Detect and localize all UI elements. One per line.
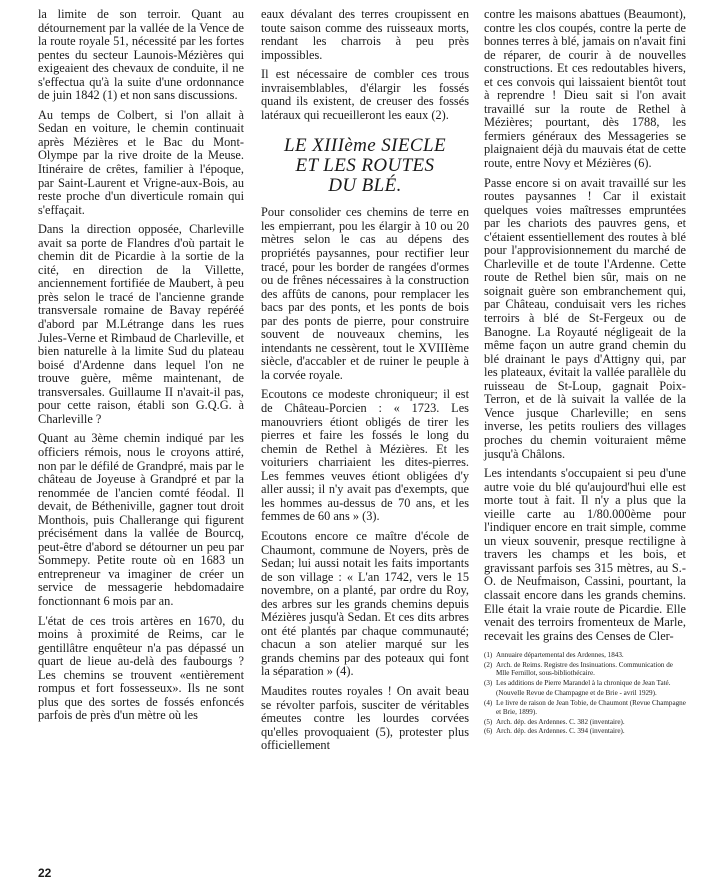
paragraph: Ecoutons ce modeste chroniqueur; il est de Château-Porcien : « 1723. Les manouvriers étiont obligés de tirer les pierres et faire les fossés le long du chemin de Rethel à Mézières. Et les voituriers charriaient les dites-pierres. Les femmes veuves étiont obligées d'y aller aussi; il n'y avait pas d'exempts, que les hommes au-dessus de 70 ans, et les femmes de 60 ans » (3). [261,387,469,524]
footnote [484,661,686,678]
paragraph: contre les maisons abattues (Beaumont), contre les clos coupés, contre la perte de bonnes terres à blé, jamais on n'avait fini de réparer, de courir à de nouvelles constructions. Et ces redoutables hivers, et ces convois qui laissaient bientôt tout à reprendre ! Dieu sait si l'on avait travaillé sur la route de Rethel à Mézières; pourtant, dès 1788, les fermiers généraux des Messageries se plaignaient déjà du mauvais état de cette route, entre Novy et Mézières (6). [484,7,686,171]
footnote-text: Arch. dép. des Ardennes. C. 382 (inventaire). [496,717,625,726]
paragraph: Passe encore si on avait travaillé sur les routes paysannes ! Car il existait quelques voies maîtresses empruntées par les chariots des pauvres gens, et c'étaient essentiellement des routes à blé pour l'approvisionnement du marché de Charleville et de toute l'Ardenne. Cette route de Rethel bien sûr, mais on ne soignait guère son embranchement qui, par Château, conduisait vers les riches terroirs à blé de St-Fergeux ou de Banogne. La Royauté négligeait de la même façon un autre grand chemin du blé drainant le pays d'Attigny qui, par les plateaux, évitait la vallée parallèle du ruisseau de St-Loup, gagnait Poix-Terron, et de là suivait la vallée de la Vence jusque Charleville; en sens inverse, les petits rouliers des villages proches du chemin voituraient même jusqu'à Châlons. [484,175,686,461]
paragraph: Quant au 3ème chemin indiqué par les officiers rémois, nous le croyons attiré, non par le défilé de Grandpré, mais par le château de Joyeuse à Grandpré et par la renommée de l'ancien comté féodal. Il devait, de Bétheniville, gagner tout droit Monthois, puis Challerange qui figurent précisément dans la vallée de Bourcq, peut-être d'abord se détourner un peu par Sommepy. Petite route où en 1683 un entrepreneur va imaginer de créer un service de messagerie hebdomadaire fonctionnant 6 mois par an. [38,431,244,608]
paragraph: Dans la direction opposée, Charleville avait sa porte de Flandres d'où partait le chemin dit de Picardie à la sortie de la cité, en direction de la Villette, anciennement fortifiée de Maubert, à peu près selon le tracé de l'ancienne grande transversale romaine de Bavay repéréé d'abord par M.Létrange dans les rues Jules-Verne et Rimbaud de Charleville, et bien naturelle à la limite Sud du plateau boisé d'Ardenne dans lequel l'on ne trouve guère, même maintenant, de transversales. Guillaume II n'avait-il pas, pour cette raison, établi son G.Q.G. à Charleville ? [38,222,244,426]
footnote-text: (Nouvelle Revue de Champagne et de Brie - avril 1929). [496,689,657,698]
column-left [38,8,244,729]
column-middle [261,8,469,759]
footnote-text: Annuaire départemental des Ardennes, 1843. [496,651,624,660]
footnote-text: Le livre de raison de Jean Tobie, de Chaumont (Revue Champagne et Brie, 1899). [496,699,686,716]
footnotes [484,651,686,736]
footnote-text: Arch. dép. des Ardennes. C. 394 (inventaire). [496,727,625,736]
paragraph: L'état de ces trois artères en 1670, du moins à proximité de Reims, car le gentillâtre enquêteur n'a pas dépassé un quart de lieue au-delà des faubourgs ? Les chemins se trouvent «entièrement rompus et fort fossesseux». Ils ne sont plus que des sortes de fossés enfoncés parfois de près d'un mètre où les [38,613,244,723]
footnote-text: Les additions de Pierre Marandel à la chronique de Jean Taté. [496,679,671,688]
footnote [484,699,686,716]
footnote [484,727,686,735]
page-number: 22 [38,866,52,880]
paragraph: Au temps de Colbert, si l'on allait à Sedan en voiture, le chemin continuait après Mézières et le Bac du Mont-Olympe par la rive droite de la Meuse. Itinéraire de crêtes, familier à l'époque, par Saint-Laurent et Vrigne-aux-Bois, au reste proche d'un diverticule romain qui s'effaçait. [38,107,244,217]
footnote-number [484,689,496,697]
footnote [484,718,686,726]
footnote [484,689,686,697]
heading-line: ET LES ROUTES [295,155,435,177]
footnote [484,651,686,659]
footnote-number: (5) [484,717,493,726]
footnote-number: (2) [484,661,493,670]
footnote-number: (4) [484,699,493,708]
paragraph: Pour consolider ces chemins de terre en les empierrant, pou les élargir à 10 ou 20 mètres selon le cas au dépens des propriétés paysannes, pour rectifier leur tracé, pour les border de rangées d'ormes ou de frênes nécessaires à la construction des affûts de canons, pour remplacer les bacs par des ponts, et les ponts de bois par des ponts de pierre, pour construire souvent de nouveaux chemins, les intendants ne cessèrent, tout le XVIIIème siècle, d'accabler et de ruiner le peuple à la corvée royale. [261,205,469,382]
paragraph: Maudites routes royales ! On avait beau se révolter parfois, susciter de véritables émeutes contre les lourdes corvées qu'elles provoquaient (5), protester plus officiellement [261,683,469,753]
section-heading [261,136,469,196]
heading-line: DU BLÉ. [328,175,402,197]
footnote-text: Arch. de Reims. Registre des Insinuations. Communication de Mlle Fernillot, sous-bibliothécaire. [496,661,673,678]
paragraph: eaux dévalant des terres croupissent en toute saison comme des ruisseaux morts, rendant les charrois à peu près impossibles. [261,7,469,62]
heading-line: LE XIIIème SIECLE [284,135,446,157]
paragraph: la limite de son terroir. Quant au détournement par la vallée de la Vence de la route royale 51, nécessité par les fortes pentes du secteur Launois-Mézières qui exigeaient des chevaux de conduite, il ne s'effectua qu'à la suite d'une ordonnance de juin 1842 (1) et non sans discussions. [38,7,244,103]
paragraph: Ecoutons encore ce maître d'école de Chaumont, commune de Noyers, près de Sedan; lui aussi notait les faits importants de son village : « L'an 1742, vers le 15 novembre, on a planté, par ordre du Roy, des arbres sur les grands chemins depuis Mézières jusqu'à Sedan. Et ces dits arbres ont été plantés par chaque communauté; chacun a son atelier marqué sur les grands chemins par des poteaux qui font la séparation » (4). [261,528,469,679]
footnote [484,679,686,687]
paragraph: Il est nécessaire de combler ces trous invraisemblables, d'élargir les fossés quand ils existent, de creuser des fossés latéraux qui recueilleront les eaux (2). [261,67,469,122]
footnote-number: (1) [484,651,493,660]
footnote-number: (3) [484,679,493,688]
footnote-number: (6) [484,727,493,736]
paragraph: Les intendants s'occupaient si peu d'une autre voie du blé qu'aujourd'hui elle est morte tout à fait. Il n'y a plus que la vieille carte au 1/80.000ème pour l'indiquer encore en trait simple, comme un vieux souvenir, presque rectiligne à travers les champs et les bois, et gravissant parfois ses 315 mètres, au S.-O. de Neufmaison, Cassini, pourtant, la classait encore dans les grands chemins. Elle était la vraie route de Picardie. Elle venait des terroirs fromenteux de Marle, recevait les grains des Censes de Cler- [484,466,686,643]
column-right [484,8,686,737]
